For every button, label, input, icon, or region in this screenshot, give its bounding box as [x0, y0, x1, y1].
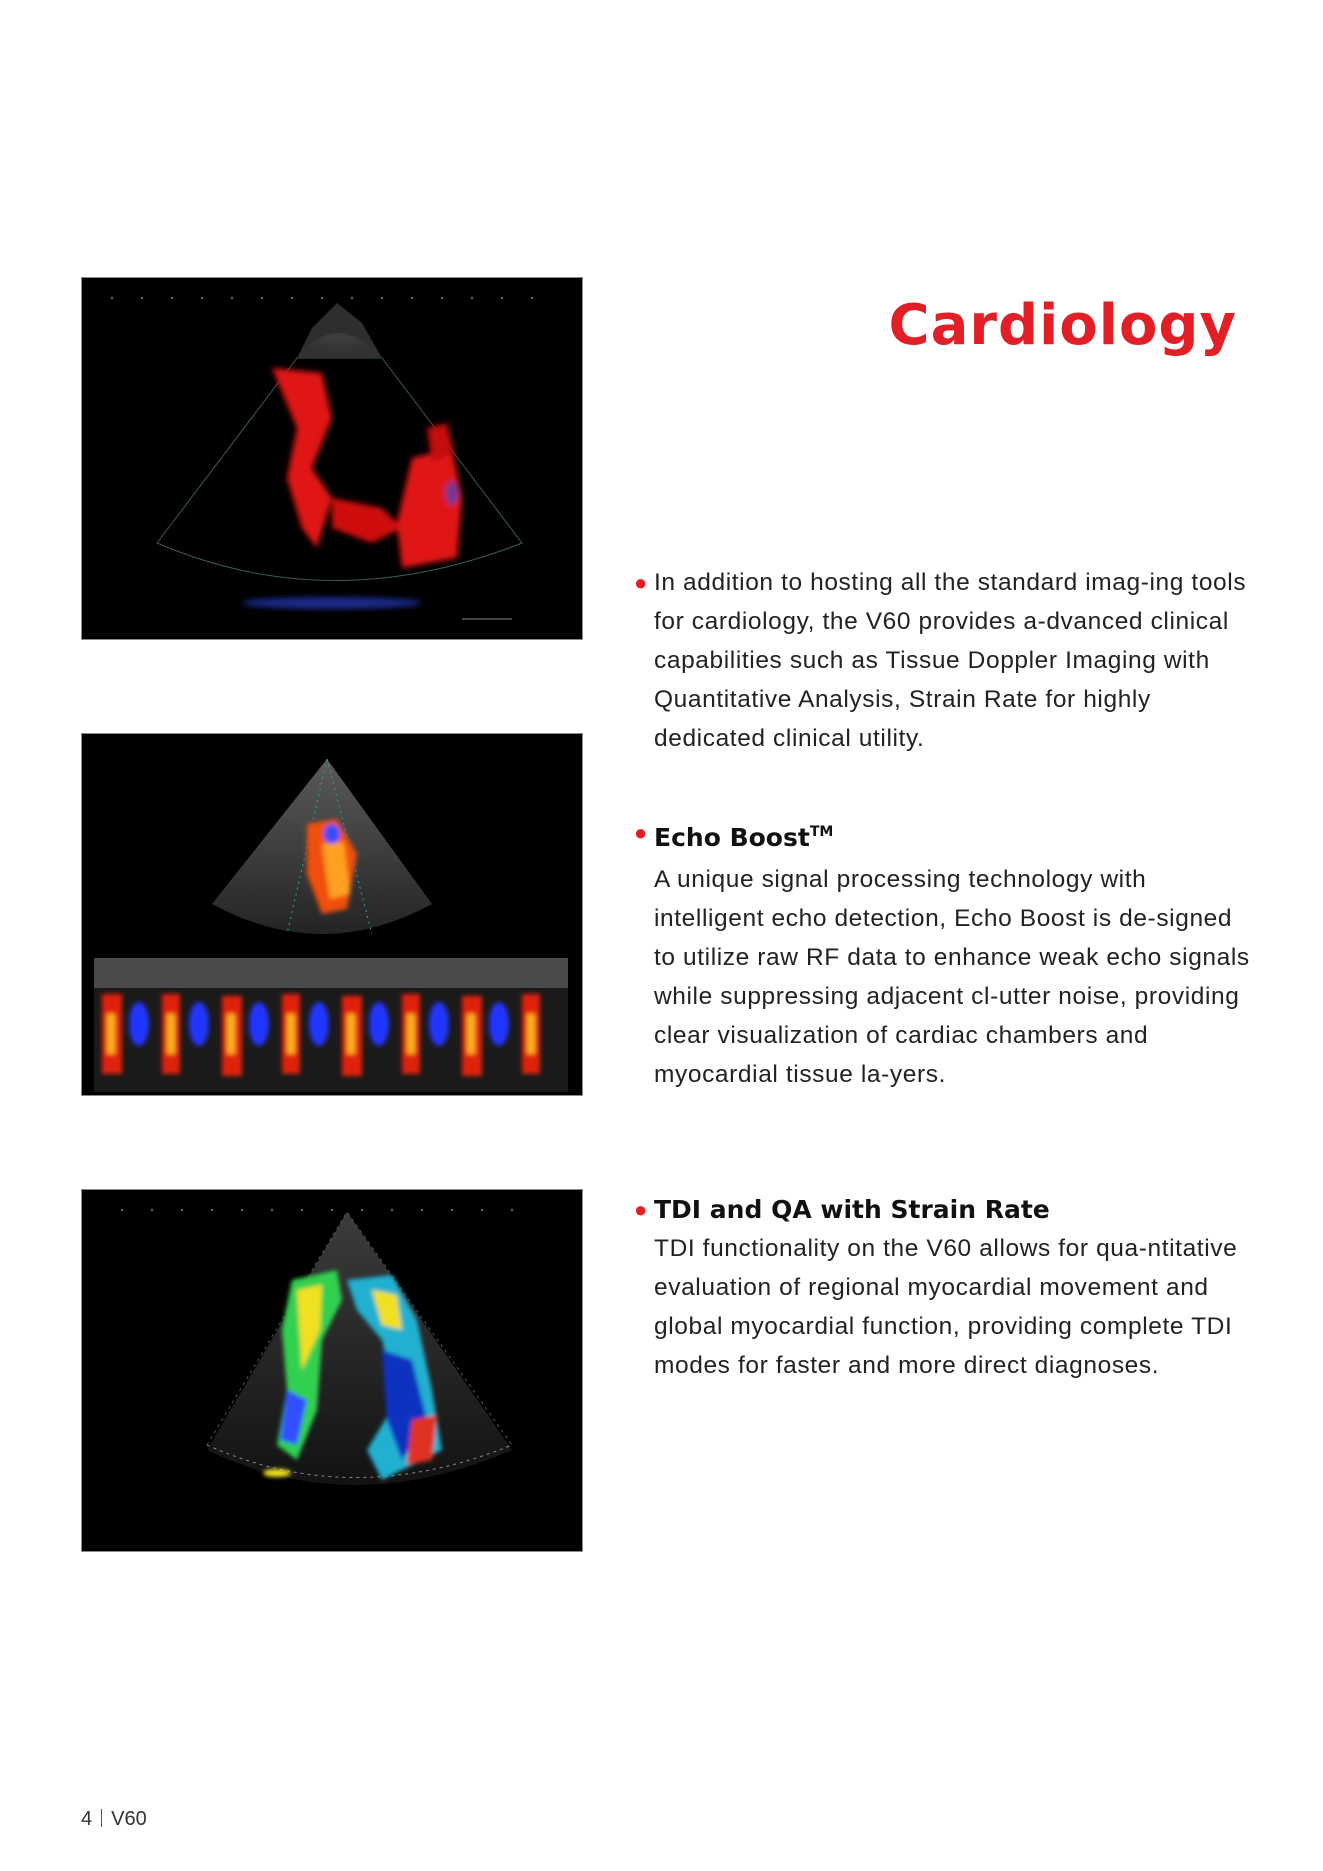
page-title: Cardiology [888, 293, 1237, 358]
page-footer [81, 1808, 147, 1831]
echo-boost-ultrasound-image [81, 733, 583, 1096]
section-body: A unique signal processing technology with intelligent echo detection, Echo Boost is de-signed to utilize raw RF data to enhance weak echo signals while suppressing adjacent cl-utter noise, providing clear visualization of cardiac chambers and myocardial tissue la-yers. [654, 866, 1250, 1088]
tdi-sector-graphic [82, 1190, 582, 1551]
bullet-icon: ● [634, 1197, 648, 1222]
section-heading: Echo Boost™ [654, 823, 834, 852]
section-heading: TDI and QA with Strain Rate [654, 1195, 1050, 1224]
footer-divider [101, 1809, 102, 1827]
product-name: V60 [111, 1808, 147, 1830]
bullet-icon: ● [634, 570, 648, 595]
doppler-ultrasound-image [81, 277, 583, 640]
trademark-mark: TM [809, 824, 834, 840]
section-intro [634, 563, 1254, 758]
tdi-ultrasound-image [81, 1189, 583, 1552]
section-tdi [634, 1190, 1254, 1385]
doppler-sector-graphic [82, 278, 582, 639]
section-echo-boost [634, 813, 1254, 1094]
section-body: TDI functionality on the V60 allows for qua-ntitative evaluation of regional myocardial movement and global myocardial function, providing complete TDI modes for faster and more direct diagnoses. [654, 1235, 1238, 1379]
section-body: In addition to hosting all the standard imag-ing tools for cardiology, the V60 provides a-dvanced clinical capabilities such as Tissue Doppler Imaging with Quantitative Analysis, Strain Rate for highly dedicated clinical utility. [654, 569, 1247, 752]
echo-boost-graphic [82, 734, 582, 1095]
bullet-icon: ● [634, 820, 648, 845]
page-number: 4 [81, 1808, 93, 1830]
